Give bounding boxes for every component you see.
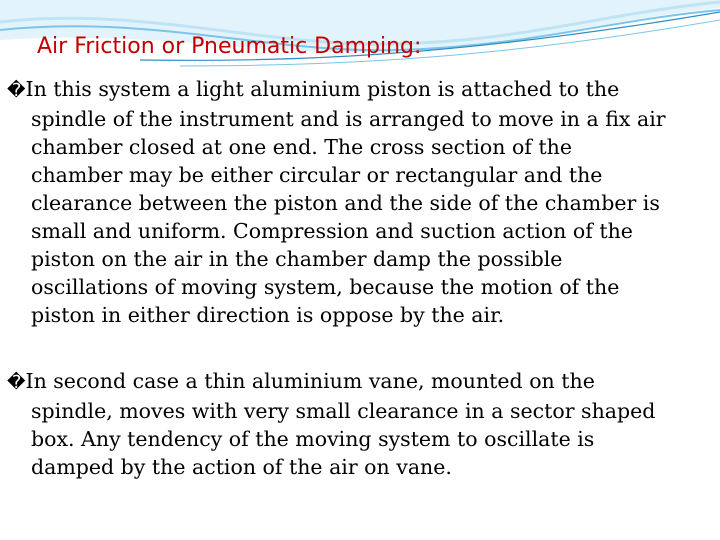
bullet-line: clearance between the piston and the side of the chamber is <box>31 191 660 215</box>
bullet-line: spindle of the instrument and is arranged to move in a fix air <box>31 107 666 131</box>
bullet-line: spindle, moves with very small clearance in a sector shaped <box>31 399 656 423</box>
bullet-line: box. Any tendency of the moving system to oscillate is <box>31 427 595 451</box>
bullet-line: chamber may be either circular or rectangular and the <box>31 163 603 187</box>
bullet-line: small and uniform. Compression and suction action of the <box>31 219 633 243</box>
bullet-line: �In second case a thin aluminium vane, mounted on the <box>7 369 595 393</box>
bullet-line: damped by the action of the air on vane. <box>31 455 452 479</box>
bullet-line: piston in either direction is oppose by the air. <box>31 303 505 327</box>
bullet-paragraph-2 <box>7 367 715 481</box>
slide-title: Air Friction or Pneumatic Damping: <box>37 34 422 59</box>
bullet-line: oscillations of moving system, because the motion of the <box>31 275 620 299</box>
bullet-line: piston on the air in the chamber damp the possible <box>31 247 563 271</box>
bullet-line: chamber closed at one end. The cross section of the <box>31 135 572 159</box>
bullet-marker-icon: � <box>7 80 26 101</box>
bullet-line: �In this system a light aluminium piston is attached to the <box>7 77 620 101</box>
bullet-marker-icon: � <box>7 372 26 393</box>
bullet-paragraph-1 <box>7 75 715 329</box>
